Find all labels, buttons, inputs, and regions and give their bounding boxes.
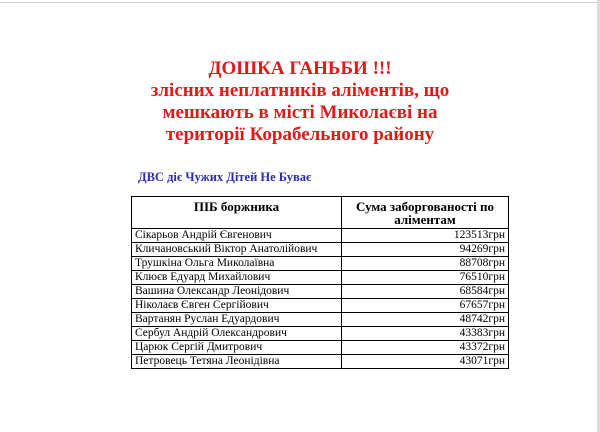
debtor-name-cell: Кличановський Віктор Анатолійович [132, 243, 342, 257]
table-row [132, 285, 509, 299]
debt-amount-cell: 67657грн [342, 299, 509, 313]
document-subtitle: ДВС діє Чужих Дітей Не Буває [138, 170, 312, 184]
table-row [132, 299, 509, 313]
header-debtor-name: ПІБ боржника [132, 197, 342, 229]
debt-amount-cell: 43071грн [342, 355, 509, 369]
table-row [132, 313, 509, 327]
debtor-name-cell: Вартанян Руслан Едуардович [132, 313, 342, 327]
debtor-name-cell: Ніколаєв Євген Сергійович [132, 299, 342, 313]
debtor-name-cell: Сікарьов Андрій Євгенович [132, 229, 342, 243]
debt-amount-cell: 48742грн [342, 313, 509, 327]
document-title [0, 58, 600, 146]
debtors-table [131, 196, 509, 369]
title-line-4: території Корабельного району [165, 124, 435, 145]
debtor-name-cell: Сербул Андрій Олександрович [132, 327, 342, 341]
table-header-row [132, 197, 509, 229]
table-row [132, 327, 509, 341]
debt-amount-cell: 94269грн [342, 243, 509, 257]
table-row [132, 341, 509, 355]
table-row [132, 355, 509, 369]
debtor-name-cell: Вашина Олександр Леонідович [132, 285, 342, 299]
debt-amount-cell: 43383грн [342, 327, 509, 341]
title-line-1: ДОШКА ГАНЬБИ !!! [208, 58, 392, 79]
debtor-name-cell: Трушкіна Ольга Миколаївна [132, 257, 342, 271]
debt-amount-cell: 68584грн [342, 285, 509, 299]
debt-amount-cell: 88708грн [342, 257, 509, 271]
table-row [132, 243, 509, 257]
header-debt-amount: Сума заборгованості по аліментам [342, 197, 509, 229]
table-row [132, 271, 509, 285]
title-line-3: мешкають в місті Миколаєві на [162, 102, 438, 123]
table-row [132, 229, 509, 243]
debtor-name-cell: Петровець Тетяна Леонідівна [132, 355, 342, 369]
page-top-border [0, 2, 600, 3]
table-body [132, 229, 509, 369]
debt-amount-cell: 76510грн [342, 271, 509, 285]
debtor-name-cell: Царюк Сергій Дмитрович [132, 341, 342, 355]
debtor-name-cell: Клюєв Едуард Михайлович [132, 271, 342, 285]
debt-amount-cell: 123513грн [342, 229, 509, 243]
table-row [132, 257, 509, 271]
debt-amount-cell: 43372грн [342, 341, 509, 355]
title-line-2: злісних неплатників аліментів, що [150, 80, 450, 101]
